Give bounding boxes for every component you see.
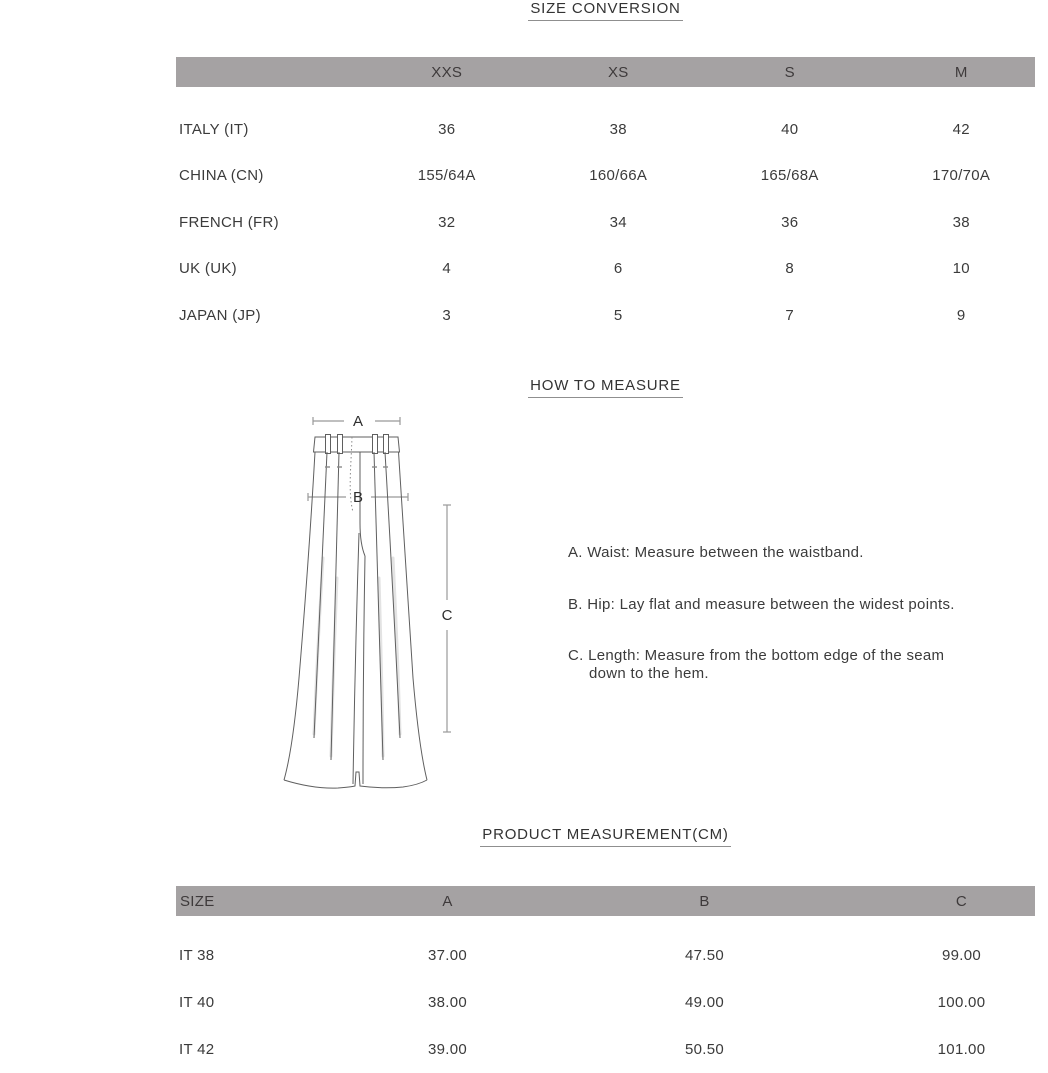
cell-value: 42 xyxy=(952,120,970,138)
cell-value: 3 xyxy=(442,306,452,324)
product-measurement-col-c: C xyxy=(955,892,968,910)
instruction-waist: A. Waist: Measure between the waistband. xyxy=(568,544,864,561)
row-label: IT 40 xyxy=(179,993,215,1011)
table-row xyxy=(176,106,1035,153)
cell-value: 155/64A xyxy=(417,167,476,185)
diagram-label-a: A xyxy=(352,413,364,430)
cell-value: 32 xyxy=(438,213,456,231)
table-row xyxy=(176,979,1035,1026)
size-conversion-title xyxy=(176,0,1035,21)
product-measurement-col-b: B xyxy=(699,892,710,910)
row-label: UK (UK) xyxy=(179,260,237,278)
table-row xyxy=(176,153,1035,200)
table-row xyxy=(176,292,1035,339)
size-conversion-col-m: M xyxy=(954,63,968,81)
how-to-measure-section xyxy=(176,400,1046,822)
size-conversion-col-xs: XS xyxy=(607,63,629,81)
pants-diagram xyxy=(283,408,483,806)
table-row xyxy=(176,246,1035,293)
cell-value: 39.00 xyxy=(427,1040,468,1058)
row-label: IT 38 xyxy=(179,946,215,964)
how-to-measure-title xyxy=(176,377,1035,398)
cell-value: 10 xyxy=(952,260,970,278)
cell-value: 101.00 xyxy=(937,1040,986,1058)
cell-value: 38.00 xyxy=(427,993,468,1011)
instruction-length: C. Length: Measure from the bottom edge of the seam down to the hem. xyxy=(568,647,945,682)
cell-value: 8 xyxy=(785,260,795,278)
size-conversion-header-bar xyxy=(176,57,1035,87)
cell-value: 6 xyxy=(613,260,623,278)
cell-value: 34 xyxy=(609,213,627,231)
cell-value: 99.00 xyxy=(941,946,982,964)
measure-instructions xyxy=(568,544,998,716)
product-measurement-col-size: SIZE xyxy=(180,892,215,910)
row-label: JAPAN (JP) xyxy=(179,306,261,324)
row-label: FRENCH (FR) xyxy=(179,213,279,231)
cell-value: 170/70A xyxy=(932,167,991,185)
table-row xyxy=(176,932,1035,979)
row-label: ITALY (IT) xyxy=(179,120,249,138)
product-measurement-table xyxy=(176,916,1035,1073)
cell-value: 36 xyxy=(438,120,456,138)
cell-value: 160/66A xyxy=(589,167,648,185)
product-measurement-header-bar xyxy=(176,886,1035,916)
diagram-label-b: B xyxy=(352,489,364,506)
size-conversion-col-s: S xyxy=(784,63,795,81)
product-measurement-title-text: PRODUCT MEASUREMENT(CM) xyxy=(480,826,730,847)
size-conversion-table xyxy=(176,87,1035,339)
table-row xyxy=(176,1026,1035,1073)
row-label: IT 42 xyxy=(179,1040,215,1058)
cell-value: 40 xyxy=(781,120,799,138)
diagram-label-c: C xyxy=(441,607,453,624)
instruction-hip: B. Hip: Lay flat and measure between the widest points. xyxy=(568,595,955,613)
cell-value: 7 xyxy=(785,306,795,324)
cell-value: 49.00 xyxy=(684,993,725,1011)
cell-value: 9 xyxy=(956,306,966,324)
cell-value: 50.50 xyxy=(684,1040,725,1058)
cell-value: 38 xyxy=(952,213,970,231)
cell-value: 37.00 xyxy=(427,946,468,964)
product-measurement-col-a: A xyxy=(442,892,453,910)
cell-value: 38 xyxy=(609,120,627,138)
row-label: CHINA (CN) xyxy=(179,167,264,185)
cell-value: 100.00 xyxy=(937,993,986,1011)
how-to-measure-title-text: HOW TO MEASURE xyxy=(528,377,683,398)
size-conversion-title-text: SIZE CONVERSION xyxy=(528,0,682,21)
cell-value: 4 xyxy=(442,260,452,278)
size-conversion-col-xxs: XXS xyxy=(431,63,463,81)
cell-value: 5 xyxy=(613,306,623,324)
cell-value: 36 xyxy=(781,213,799,231)
cell-value: 165/68A xyxy=(760,167,819,185)
product-measurement-title xyxy=(176,826,1035,847)
table-row xyxy=(176,199,1035,246)
cell-value: 47.50 xyxy=(684,946,725,964)
